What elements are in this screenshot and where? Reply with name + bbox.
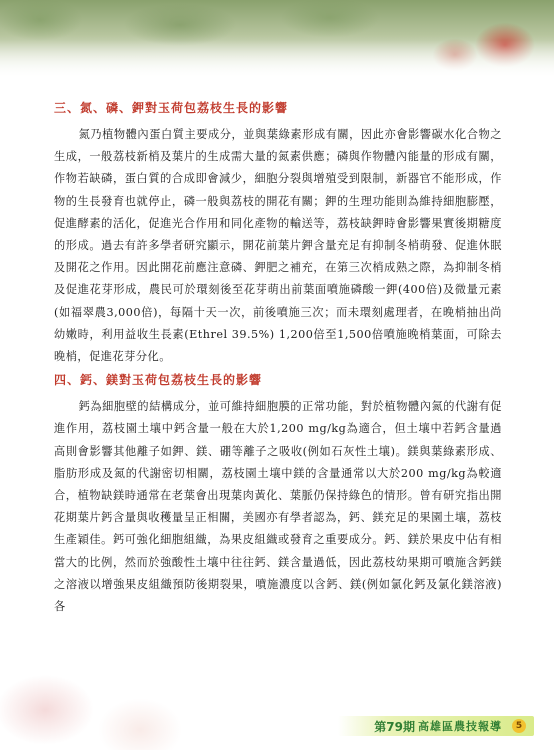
article-content	[54, 98, 502, 618]
section-body-camg: 鈣為細胞壁的結構成分，並可維持細胞膜的正常功能，對於植物體內氮的代謝有促進作用，荔枝園土壤中鈣含量一般在大於1,200 mg/kg為適合，但土壤中若鈣含量過高則會影響其他離子如鉀、鎂、硼等離子之吸收(例如石灰性土壤)。鎂與葉綠素形成、脂肪形成及氮的代謝密切相關，荔枝園土壤中鎂的含量通常以大於200 mg/kg為較適合，植物缺鎂時通常在老葉會出現葉肉黃化、葉脈仍保持綠色的情形。曾有研究指出開花期葉片鈣含量與收穫量呈正相關，美國亦有學者認為，鈣、鎂充足的果園土壤，荔枝生產穎佳。鈣可強化細胞組織，為果皮組織或發育之重要成分。鈣、鎂於果皮中佔有相當大的比例，然而於強酸性土壤中往往鈣、鎂含量過低，因此荔枝幼果期可噴施含鈣鎂之溶液以增強果皮組織預防後期裂果，噴施濃度以含鈣、鎂(例如氯化鈣及氯化鎂溶液)各	[54, 400, 502, 614]
page-footer	[338, 716, 534, 736]
journal-name: 高雄區農技報導	[418, 720, 502, 733]
section-title-npk: 三、氮、磷、鉀對玉荷包荔枝生長的影響	[54, 101, 289, 115]
header-fade	[0, 40, 554, 80]
section-title-camg: 四、鈣、鎂對玉荷包荔枝生長的影響	[54, 373, 263, 388]
lychee-watermark	[0, 620, 240, 750]
section-body-npk: 氮乃植物體內蛋白質主要成分，並與葉綠素形成有關，因此亦會影響碳水化合物之生成，一般荔枝新梢及葉片的生成需大量的氮素供應；磷與作物體內能量的形成有關，作物若缺磷，蛋白質的合成即會減少，細胞分裂與增殖受到限制，新器官不能形成，作物的生長發育也就停止，磷一般與荔枝的開花有關；鉀的生理功能則為維持細胞膨壓，促進酵素的活化，促進光合作用和同化產物的輸送等，荔枝缺鉀時會影響果實後期糖度的形成。過去有許多學者研究顯示，開花前葉片鉀含量充足有抑制冬梢萌發、促進休眠及開花之作用。因此開花前應注意磷、鉀肥之補充，在第三次梢成熟之際，為抑制冬梢及促進花芽形成，農民可於環刻後至花芽萌出前葉面噴施磷酸一鉀(400倍)及微量元素(如福翠農3,000倍)，每隔十天一次，前後噴施三次；而未環刻處理者，在晚梢抽出尚幼嫩時，利用益收生長素(Ethrel 39.5%) 1,200倍至1,500倍噴施晚梢葉面，可除去晚梢，促進花芽分化。	[54, 128, 502, 364]
issue-number: 第79期	[374, 719, 415, 734]
page-number: 5	[512, 719, 526, 733]
